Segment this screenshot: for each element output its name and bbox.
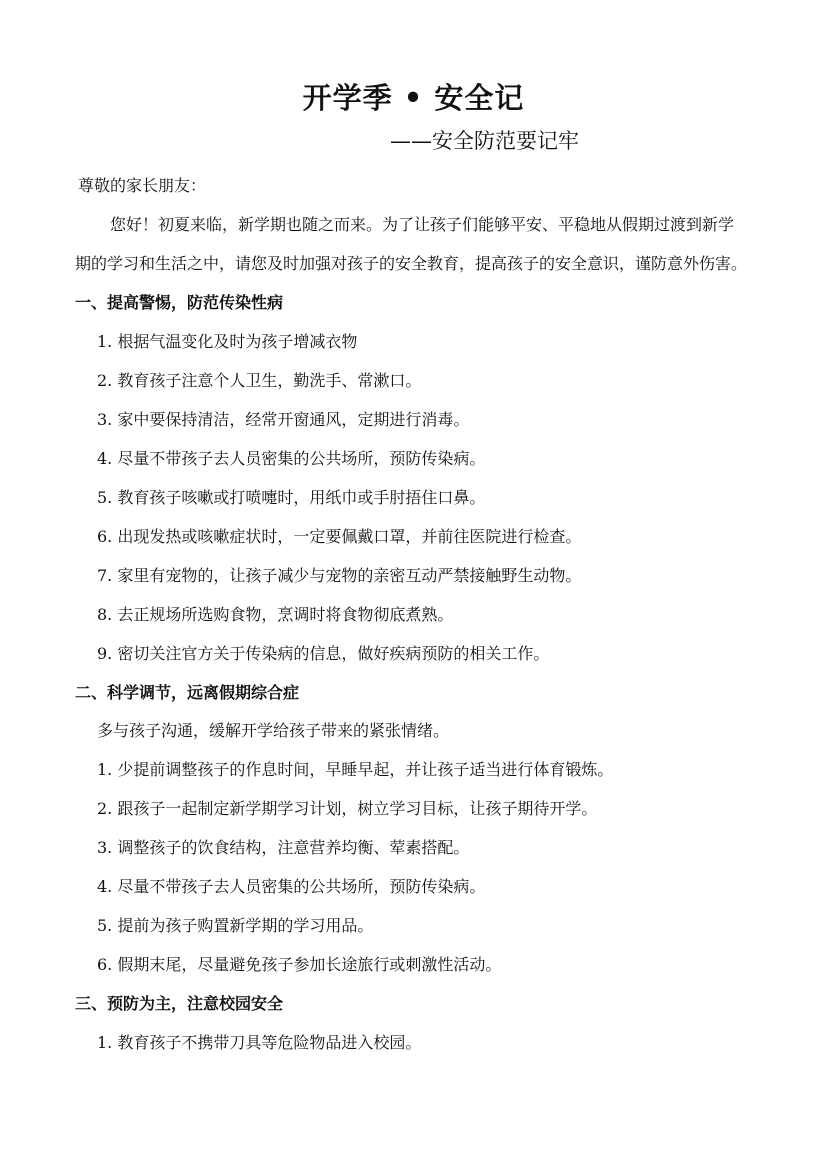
greeting: 尊敬的家长朋友：	[78, 176, 207, 195]
section-1-item: 4. 尽量不带孩子去人员密集的公共场所，预防传染病。	[97, 449, 486, 468]
section-1-item: 1. 根据气温变化及时为孩子增减衣物	[97, 332, 358, 351]
document-subtitle: ——安全防范要记牢	[390, 129, 579, 153]
section-1-item: 8. 去正规场所选购食物，烹调时将食物彻底煮熟。	[97, 605, 454, 624]
section-2-heading: 二、科学调节，远离假期综合症	[75, 683, 300, 702]
section-1-item: 9. 密切关注官方关于传染病的信息，做好疾病预防的相关工作。	[97, 644, 550, 663]
section-3-item: 1. 教育孩子不携带刀具等危险物品进入校园。	[97, 1033, 422, 1052]
section-2-item: 4. 尽量不带孩子去人员密集的公共场所，预防传染病。	[97, 877, 486, 896]
intro-line-1: 您好！初夏来临，新学期也随之而来。为了让孩子们能够平安、平稳地从假期过渡到新学	[110, 215, 735, 234]
section-2-intro: 多与孩子沟通，缓解开学给孩子带来的紧张情绪。	[97, 721, 450, 740]
section-3-heading: 三、预防为主，注意校园安全	[75, 994, 284, 1013]
section-2-item: 5. 提前为孩子购置新学期的学习用品。	[97, 916, 374, 935]
section-2-item: 2. 跟孩子一起制定新学期学习计划，树立学习目标，让孩子期待开学。	[97, 799, 598, 818]
section-1-item: 7. 家里有宠物的，让孩子减少与宠物的亲密互动严禁接触野生动物。	[97, 566, 582, 585]
section-1-item: 2. 教育孩子注意个人卫生，勤洗手、常漱口。	[97, 371, 422, 390]
section-2-item: 1. 少提前调整孩子的作息时间，早睡早起，并让孩子适当进行体育锻炼。	[97, 760, 614, 779]
intro-line-2: 期的学习和生活之中，请您及时加强对孩子的安全教育，提高孩子的安全意识，谨防意外伤害。	[75, 254, 748, 273]
document-title: 开学季 • 安全记	[302, 81, 525, 115]
section-1-item: 3. 家中要保持清洁，经常开窗通风，定期进行消毒。	[97, 410, 470, 429]
section-2-item: 6. 假期末尾，尽量避免孩子参加长途旅行或刺激性活动。	[97, 955, 502, 974]
section-1-item: 6. 出现发热或咳嗽症状时，一定要佩戴口罩，并前往医院进行检查。	[97, 527, 582, 546]
section-2-item: 3. 调整孩子的饮食结构，注意营养均衡、荤素搭配。	[97, 838, 470, 857]
section-1-item: 5. 教育孩子咳嗽或打喷嚏时，用纸巾或手肘捂住口鼻。	[97, 488, 486, 507]
section-1-heading: 一、提高警惕，防范传染性病	[75, 293, 284, 312]
